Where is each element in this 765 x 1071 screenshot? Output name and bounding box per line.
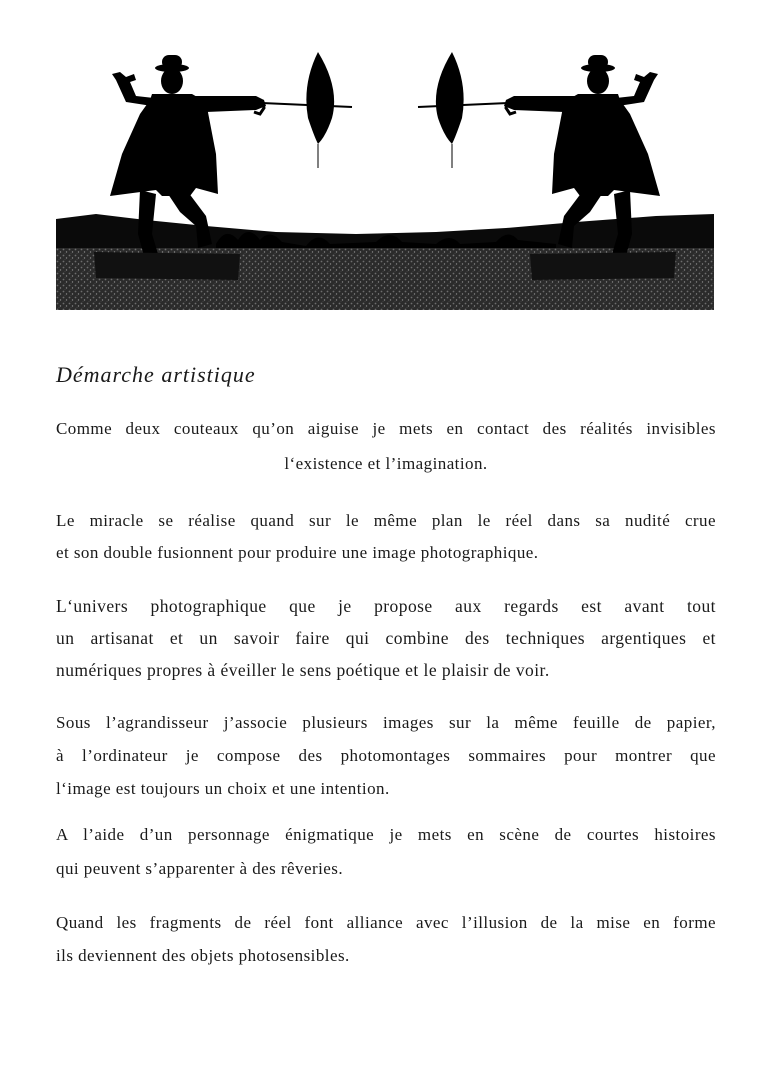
mirrored-silhouettes-with-umbrellas-icon xyxy=(56,44,714,310)
paragraph-line: Quand les fragments de réel font alliance avec l’illusion de la mise en forme xyxy=(56,913,716,932)
paragraph-line: ils deviennent des objets photosensibles. xyxy=(56,946,350,965)
paragraph-line: Comme deux couteaux qu’on aiguise je mets en contact des réalités invisibles xyxy=(56,419,716,438)
paragraph-line: l‘existence et l’imagination. xyxy=(284,454,488,473)
paragraph xyxy=(56,818,716,886)
paragraph xyxy=(56,706,716,805)
paragraph-line: A l’aide d’un personnage énigmatique je mets en scène de courtes histoires xyxy=(56,825,716,844)
page-title: Démarche artistique xyxy=(56,362,256,387)
paragraph-line: L‘univers photographique que je propose aux regards est avant tout xyxy=(56,596,716,616)
paragraph xyxy=(56,590,716,686)
paragraph xyxy=(56,906,716,972)
paragraph-line: Sous l’agrandisseur j’associe plusieurs images sur la même feuille de papier, xyxy=(56,713,716,732)
paragraph-line: l‘image est toujours un choix et une intention. xyxy=(56,779,390,798)
paragraph-line: et son double fusionnent pour produire une image photographique. xyxy=(56,543,539,562)
paragraph-line: qui peuvent s’apparenter à des rêveries. xyxy=(56,859,344,878)
paragraph xyxy=(56,505,716,569)
paragraph-line: un artisanat et un savoir faire qui combine des techniques argentiques et xyxy=(56,628,716,648)
paragraph-line: numériques propres à éveiller le sens poétique et le plaisir de voir. xyxy=(56,660,550,680)
paragraph-line: Le miracle se réalise quand sur le même plan le réel dans sa nudité crue xyxy=(56,511,716,530)
hero-photograph xyxy=(56,44,714,310)
paragraph-line: à l’ordinateur je compose des photomontages sommaires pour montrer que xyxy=(56,746,716,765)
paragraph xyxy=(56,411,716,481)
